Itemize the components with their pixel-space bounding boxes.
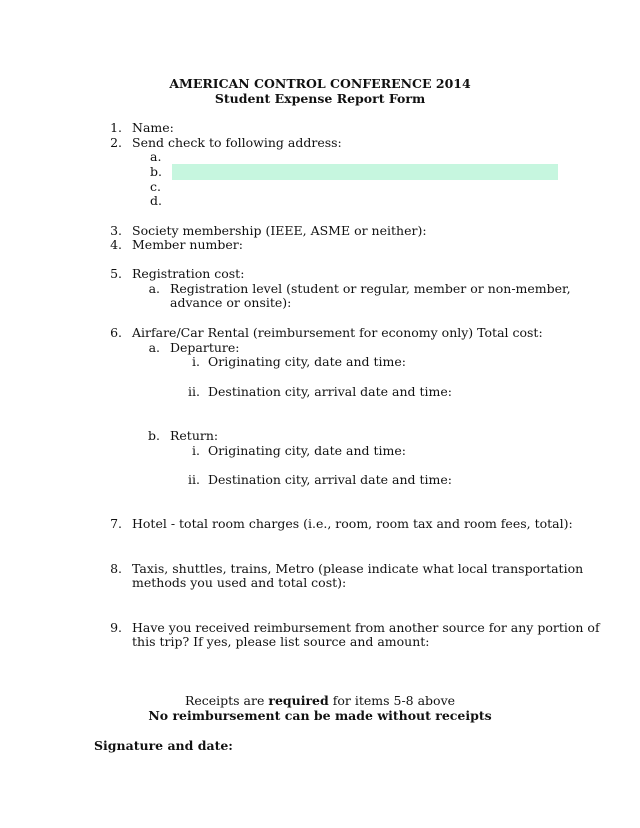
item-5a-label-line2: advance or onsite): xyxy=(170,295,292,310)
item-2-label: Send check to following address: xyxy=(132,135,342,150)
item-6-label: Airfare/Car Rental (reimbursement for economy only) Total cost: xyxy=(132,325,543,340)
item-8-label-line1: Taxis, shuttles, trains, Metro (please indicate what local transportation xyxy=(132,561,584,576)
item-5a-number: a. xyxy=(148,281,160,296)
signature-date-label: Signature and date: xyxy=(94,738,233,753)
conference-title: AMERICAN CONTROL CONFERENCE 2014 xyxy=(169,76,471,91)
item-6b-i-label: Originating city, date and time: xyxy=(208,443,406,458)
item-9-label-line1: Have you received reimbursement from another source for any portion of xyxy=(132,620,600,635)
form-title: Student Expense Report Form xyxy=(214,91,426,106)
address-line-b-label: b. xyxy=(150,164,162,179)
item-6b-ii-label: Destination city, arrival date and time: xyxy=(208,472,452,487)
item-7-number: 7. xyxy=(110,516,122,531)
item-1-number: 1. xyxy=(110,120,122,135)
item-6b-i-number: i. xyxy=(192,443,200,458)
item-8-label-line2: methods you used and total cost): xyxy=(132,575,347,590)
item-8-number: 8. xyxy=(110,561,122,576)
no-reimbursement-notice: No reimbursement can be made without receipts xyxy=(148,708,492,723)
item-5a-label-line1: Registration level (student or regular, member or non-member, xyxy=(170,281,571,296)
item-6b-number: b. xyxy=(148,428,160,443)
address-line-d-label: d. xyxy=(150,193,162,208)
item-3-label: Society membership (IEEE, ASME or neither): xyxy=(132,223,427,238)
item-5-label: Registration cost: xyxy=(132,266,245,281)
item-9-label-line2: this trip? If yes, please list source and amount: xyxy=(132,634,430,649)
receipts-notice-pre: Receipts are xyxy=(184,693,269,708)
receipts-notice-required: required xyxy=(268,693,329,708)
item-4-number: 4. xyxy=(110,237,122,252)
address-line-a-label: a. xyxy=(150,149,162,164)
address-line-c-label: c. xyxy=(150,179,161,194)
item-6a-label: Departure: xyxy=(170,340,240,355)
item-6a-i-number: i. xyxy=(192,354,200,369)
item-3-number: 3. xyxy=(110,223,122,238)
item-6b-label: Return: xyxy=(170,428,219,443)
item-7-label: Hotel - total room charges (i.e., room, room tax and room fees, total): xyxy=(132,516,573,531)
item-2-number: 2. xyxy=(110,135,122,150)
item-6a-ii-label: Destination city, arrival date and time: xyxy=(208,384,452,399)
address-line-b-field[interactable] xyxy=(172,164,558,180)
item-5-number: 5. xyxy=(110,266,122,281)
item-1-label: Name: xyxy=(132,120,174,135)
item-6a-ii-number: ii. xyxy=(188,384,200,399)
item-6-number: 6. xyxy=(110,325,122,340)
item-6a-number: a. xyxy=(148,340,160,355)
item-9-number: 9. xyxy=(110,620,122,635)
item-4-label: Member number: xyxy=(132,237,243,252)
item-6a-i-label: Originating city, date and time: xyxy=(208,354,406,369)
receipts-notice xyxy=(0,694,640,709)
item-6b-ii-number: ii. xyxy=(188,472,200,487)
receipts-notice-post: for items 5-8 above xyxy=(328,693,456,708)
